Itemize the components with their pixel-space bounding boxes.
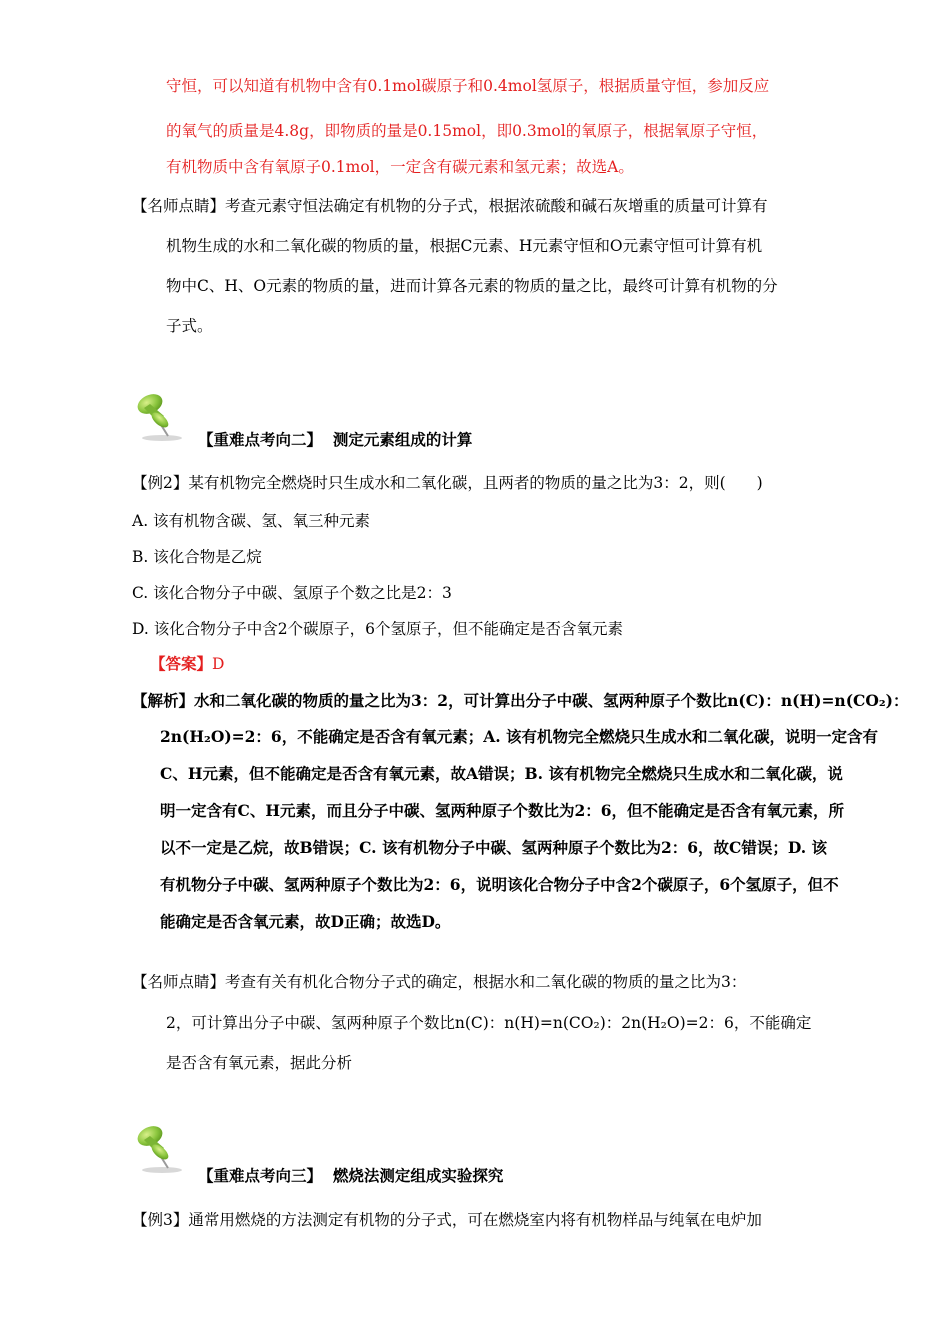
example-label: 【例2】 [132,474,189,492]
explanation-line: 有机物质中含有氧原子0.1mol，一定含有碳元素和氢元素；故选A。 [166,158,634,176]
pushpin-icon [128,392,188,442]
teacher-note-text: 考查元素守恒法确定有机物的分子式，根据浓硫酸和碱石灰增重的质量可计算有 [225,197,768,215]
explanation-line: 守恒，可以知道有机物中含有0.1mol碳原子和0.4mol氢原子，根据质量守恒，参加反应 [166,77,770,95]
option-d: D. 该化合物分子中含2个碳原子，6个氢原子，但不能确定是否含氧元素 [132,620,623,638]
analysis [132,691,909,711]
analysis-text: 水和二氧化碳的物质的量之比为3：2，可计算出分子中碳、氢两种原子个数比n(C)：n(H)=n(CO₂)： [194,691,909,710]
example-text: 通常用燃烧的方法测定有机物的分子式，可在燃烧室内将有机物样品与纯氧在电炉加 [188,1211,762,1229]
option-c: C. 该化合物分子中碳、氢原子个数之比是2：3 [132,584,452,602]
section-heading [198,430,472,450]
explanation-line: 的氧气的质量是4.8g，即物质的量是0.15mol，即0.3mol的氧原子，根据氧原子守恒， [166,122,768,140]
section-heading [198,1166,503,1186]
analysis-line: 明一定含有C、H元素，而且分子中碳、氢两种原子个数比为2：6，但不能确定是否含有氧元素，所 [160,801,845,820]
teacher-note-line: 机物生成的水和二氧化碳的物质的量，根据C元素、H元素守恒和O元素守恒可计算有机 [166,237,763,255]
pushpin-icon [128,1124,188,1174]
analysis-line: 有机物分子中碳、氢两种原子个数比为2：6，说明该化合物分子中含2个碳原子，6个氢原子，但不 [160,875,839,894]
example-stem [132,473,763,493]
analysis-line: C、H元素，但不能确定是否含有氧元素，故A错误；B. 该有机物完全燃烧只生成水和二氧化碳，说 [160,764,843,783]
teacher-note-line: 是否含有氧元素，据此分析 [166,1054,353,1072]
section-tag: 【重难点考向二】 [198,430,323,449]
answer-label: 【答案】 [150,654,213,673]
analysis-line: 能确定是否含氧元素，故D正确；故选D。 [160,912,451,931]
teacher-note-label: 【名师点睛】 [132,973,226,991]
option-b: B. 该化合物是乙烷 [132,548,262,566]
teacher-note-line: 物中C、H、O元素的物质的量，进而计算各元素的物质的量之比，最终可计算有机物的分 [166,277,778,295]
option-a: A. 该有机物含碳、氢、氧三种元素 [132,512,371,530]
analysis-line: 2n(H₂O)=2：6，不能确定是否含有氧元素；A. 该有机物完全燃烧只生成水和二氧化碳，说明一定含有 [160,727,879,746]
example-text: 某有机物完全燃烧时只生成水和二氧化碳，且两者的物质的量之比为3：2，则( ) [188,474,763,492]
teacher-note-line: 子式。 [166,317,213,335]
analysis-line: 以不一定是乙烷，故B错误；C. 该有机物分子中碳、氢两种原子个数比为2：6，故C错误；D. 该 [160,838,828,857]
analysis-label: 【解析】 [132,691,195,710]
answer [150,654,224,674]
section-title: 测定元素组成的计算 [332,430,473,449]
teacher-note [132,196,768,216]
teacher-note-text: 考查有关有机化合物分子式的确定，根据水和二氧化碳的物质的量之比为3： [225,973,747,991]
answer-value: D [212,655,225,673]
teacher-note-line: 2，可计算出分子中碳、氢两种原子个数比n(C)：n(H)=n(CO₂)：2n(H₂O)=2：6，不能确定 [166,1014,812,1032]
teacher-note [132,972,746,992]
example-label: 【例3】 [132,1211,189,1229]
section-title: 燃烧法测定组成实验探究 [332,1166,504,1185]
teacher-note-label: 【名师点睛】 [132,197,226,215]
section-tag: 【重难点考向三】 [198,1166,323,1185]
example-stem [132,1210,762,1230]
